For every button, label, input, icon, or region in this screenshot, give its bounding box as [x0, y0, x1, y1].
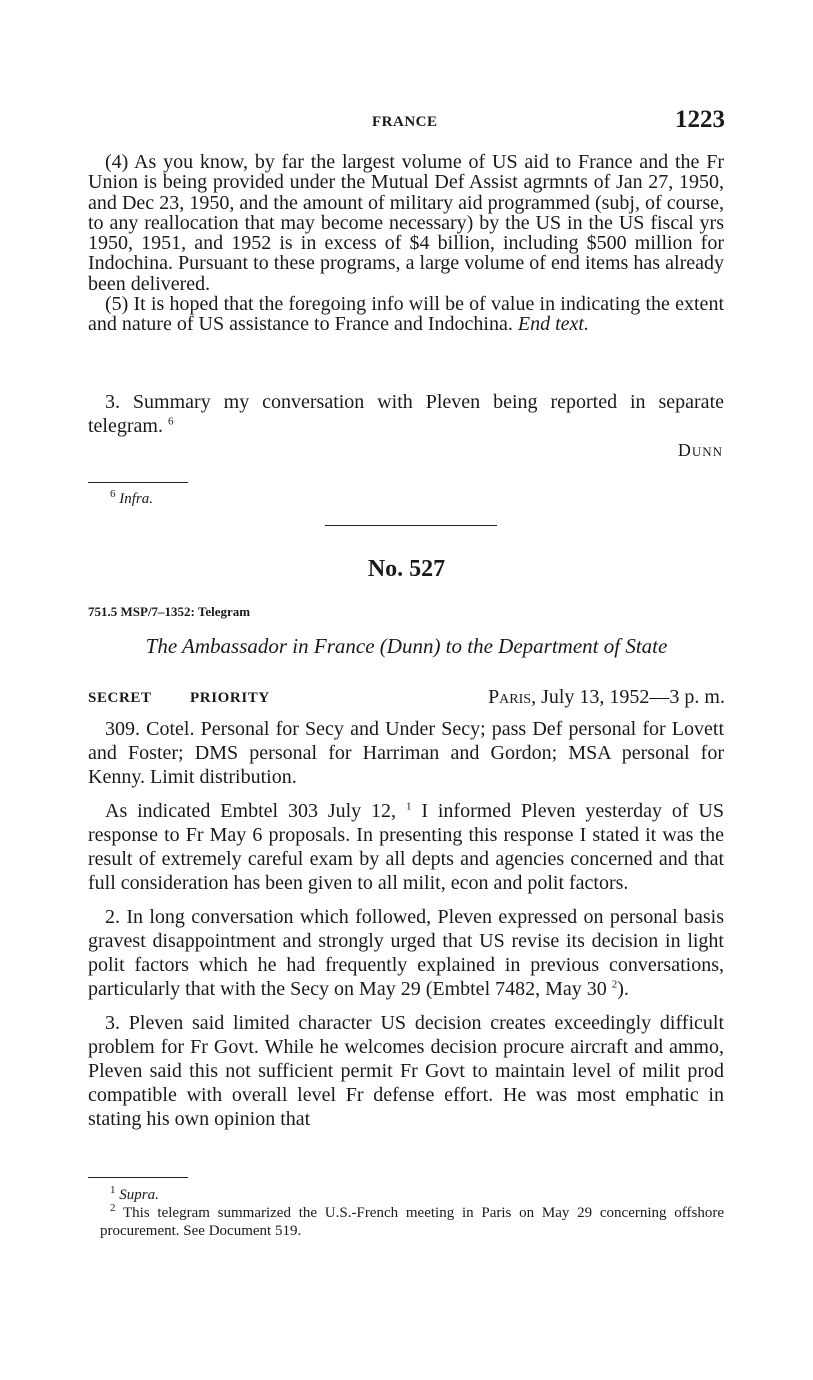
- footnote-6: [100, 490, 724, 508]
- dateline-date: , July 13, 1952—3 p. m.: [531, 686, 725, 708]
- precedence-label: PRIORITY: [190, 690, 270, 706]
- running-head: FRANCE: [372, 114, 438, 130]
- file-reference: 751.5 MSP/7–1352: Telegram: [88, 604, 251, 619]
- paragraph-3: 3. Pleven said limited character US decision creates exceedingly difficult problem for Fr Govt. While he welcomes decision procure aircraft and ammo, Pleven said this not sufficient permit Fr Govt to maintain level of milit prod compatible with overall level Fr defense effort. He was most emphatic in stating his own opinion that: [88, 1012, 724, 1130]
- summary-text: 3. Summary my conversation with Pleven being reported in separate telegram.: [88, 391, 724, 437]
- paragraph-4: (4) As you know, by far the largest volume of US aid to France and the Fr Union is being provided under the Mutual Def Assist agrmnts of Jan 27, 1950, and Dec 23, 1950, and the amount of military aid programmed (subj, of course, to any reallocation that may become necessary) by the US in the US fiscal yrs 1950, 1951, and 1952 is in excess of $4 billion, including $500 million for Indochina. Pursuant to these programs, a large volume of end items has already been delivered.: [88, 151, 724, 295]
- paragraph-intro: 309. Cotel. Personal for Secy and Under Secy; pass Def personal for Lovett and Foster; DMS personal for Harriman and Gordon; MSA personal for Kenny. Limit distribution.: [88, 718, 724, 788]
- footnote-ref-2: 2: [611, 978, 618, 991]
- telegram-body: [88, 717, 724, 1141]
- footnote-6-text: Infra.: [119, 491, 153, 507]
- footnote-2: $^2$ This telegram summarized the U.S.-French meeting in Paris on May 29 concerning offshore procurement. See Document 519.: [100, 1202, 725, 1239]
- end-text-label: End text.: [517, 313, 589, 336]
- paragraph-5-text: (5) It is hoped that the foregoing info will be of value in indicating the extent and nature of US assistance to France and Indochina.: [88, 293, 724, 336]
- paragraph-1: As indicated Embtel 303 July 12, $^1$ I informed Pleven yesterday of US response to Fr May 6 proposals. In presenting this response I stated it was the result of extremely careful exam by all depts and agencies concerned and that full consideration has been given to all milit, econ and polit factors.: [88, 800, 724, 894]
- footnote-rule: [88, 482, 188, 483]
- classification-label: SECRET: [88, 690, 152, 706]
- footnotes-rule: [88, 1177, 188, 1178]
- page-number: 1223: [675, 106, 725, 133]
- previous-document-text: [88, 152, 724, 335]
- footnote-6-number: 6: [110, 488, 116, 500]
- footnote-1: $^1$ Supra.: [110, 1184, 159, 1203]
- footnote-ref-6: 6: [167, 415, 174, 428]
- document-title: The Ambassador in France (Dunn) to the Department of State: [145, 634, 668, 658]
- signer: Dunn: [677, 440, 723, 460]
- paragraph-2: 2. In long conversation which followed, Pleven expressed on personal basis gravest disappointment and strongly urged that US revise its decision in light polit factors which he had frequently explained in previous conversations, particularly that with the Secy on May 29 (Embtel 7482, May 30 $^2$).: [88, 906, 724, 1000]
- document-number: No. 527: [367, 556, 446, 582]
- dateline: [488, 686, 725, 709]
- footnotes: [100, 1186, 724, 1240]
- section-divider: [325, 525, 497, 526]
- dateline-place: Paris: [488, 686, 532, 708]
- paragraph-5: [88, 294, 724, 335]
- footnote-ref-1: 1: [405, 800, 412, 813]
- summary-paragraph: [88, 390, 724, 448]
